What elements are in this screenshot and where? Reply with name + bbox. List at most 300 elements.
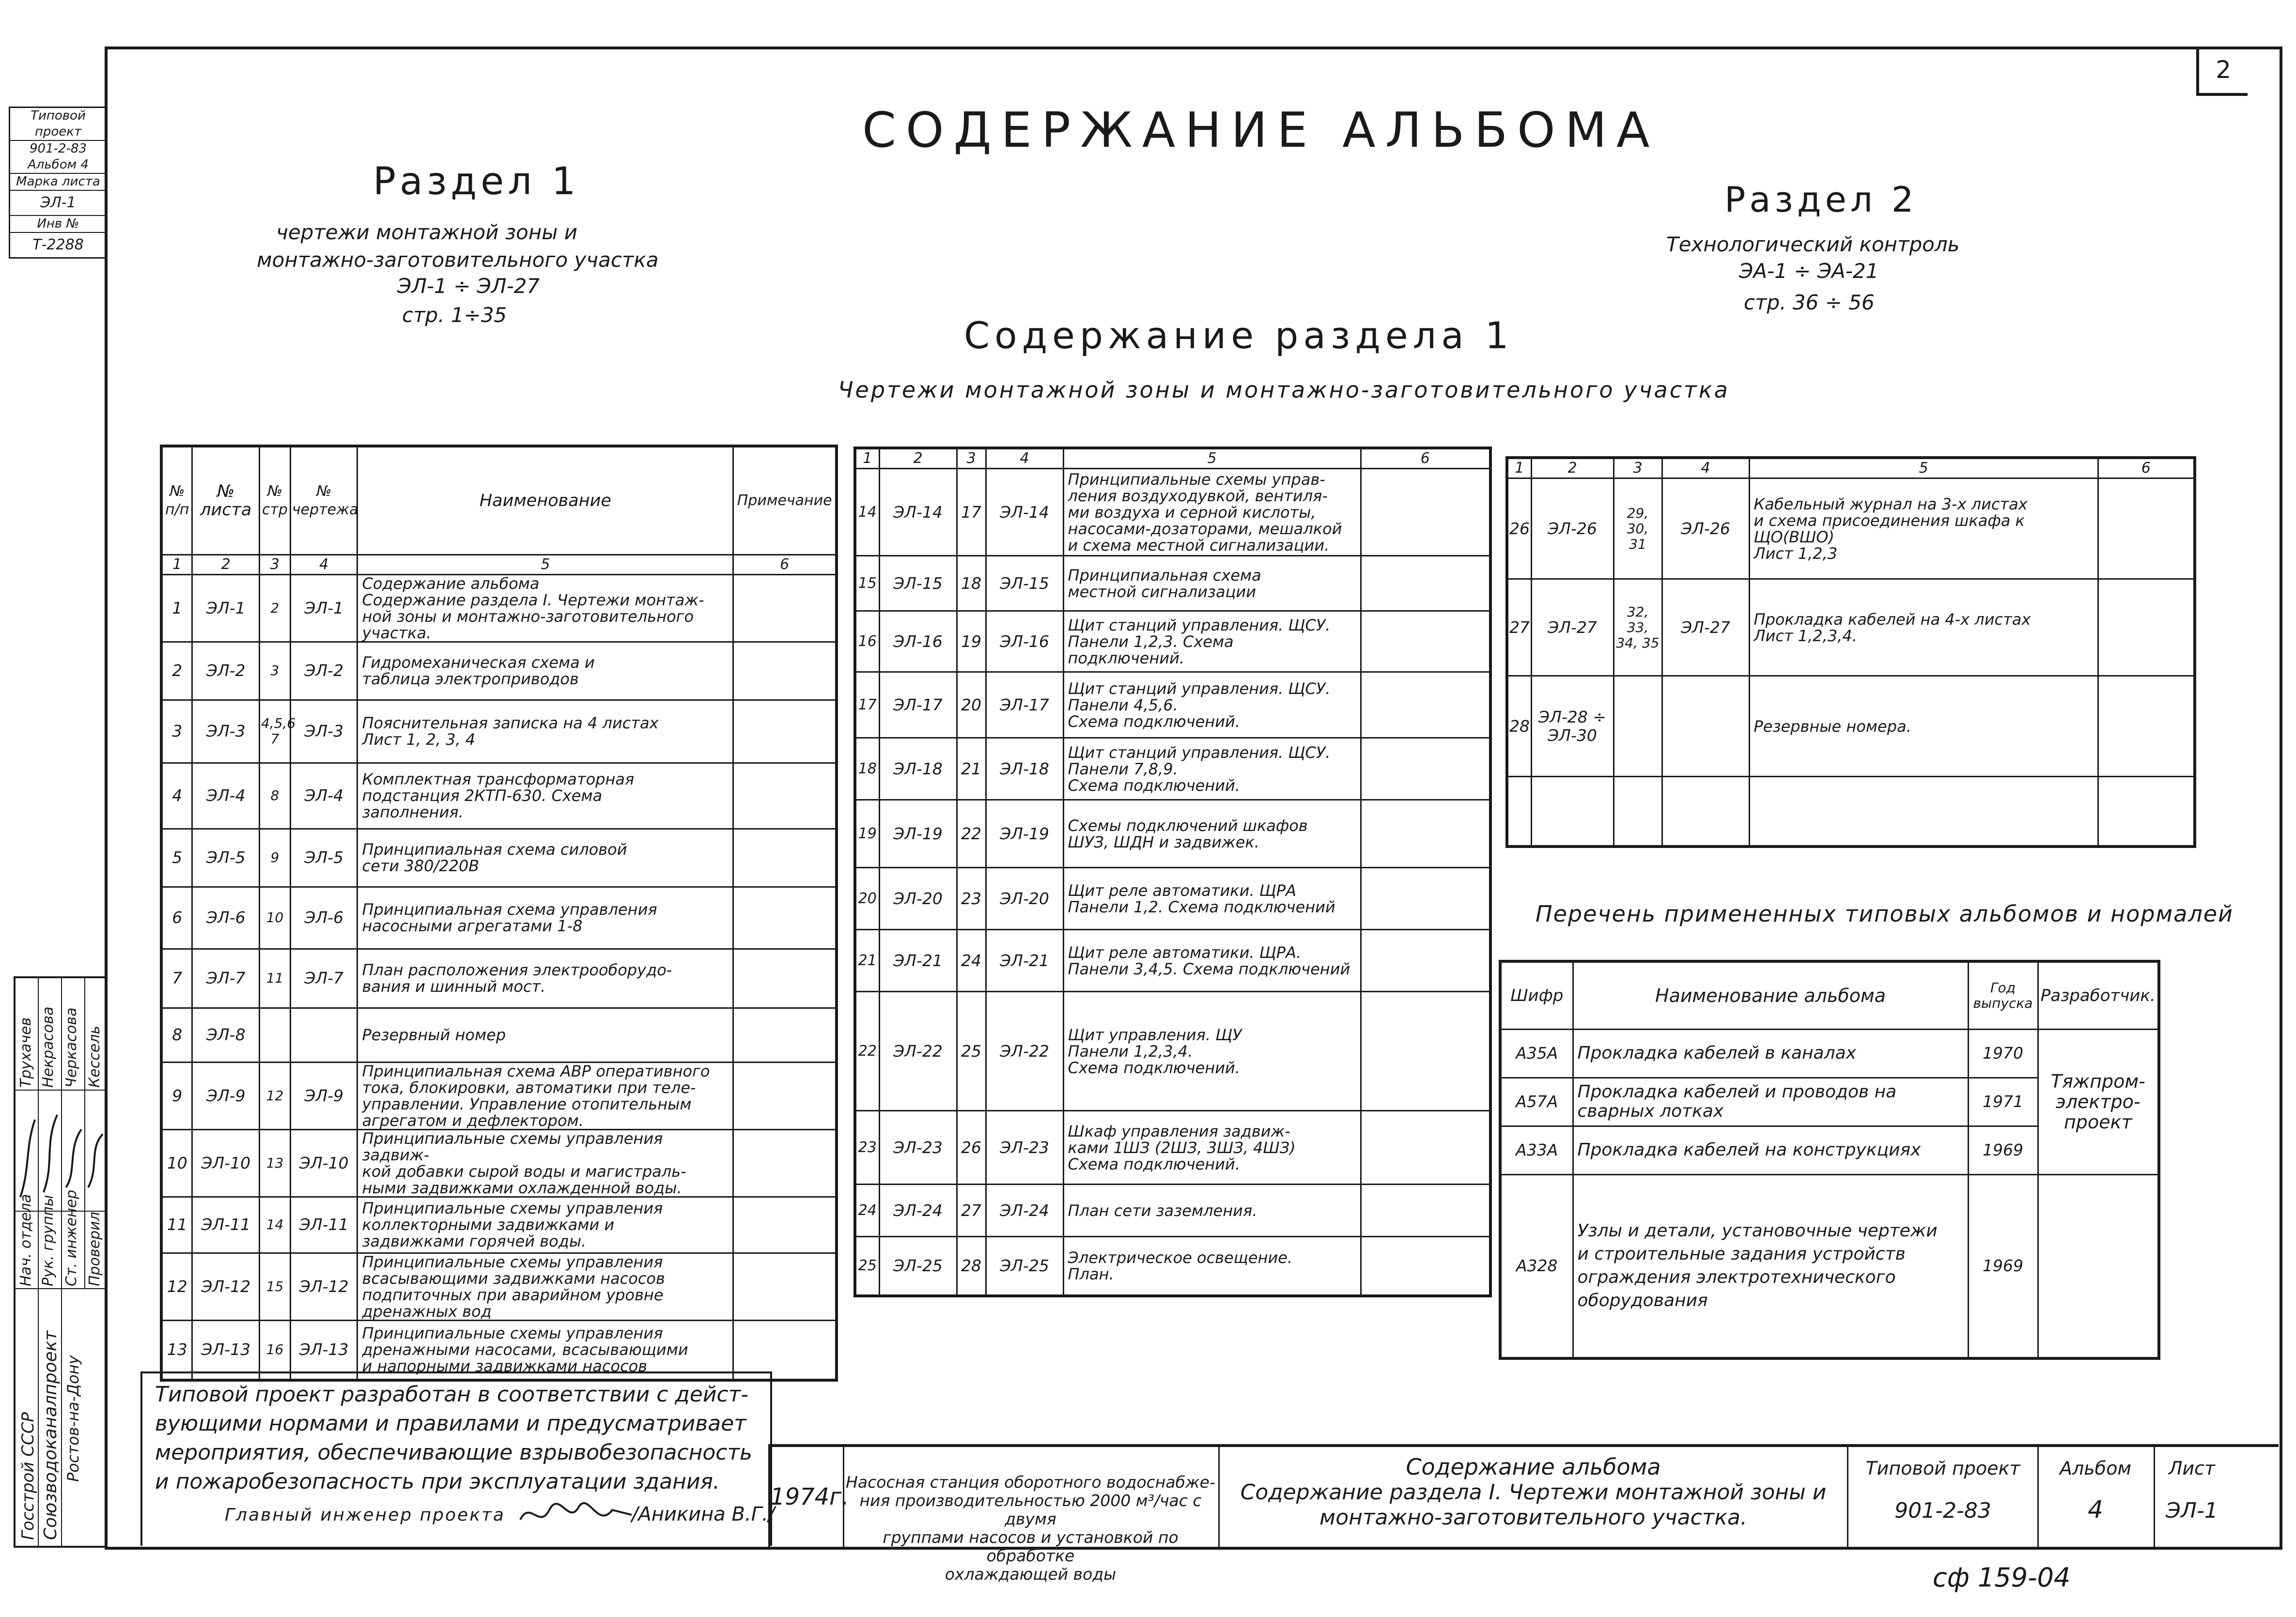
- album-title: СОДЕРЖАНИЕ АЛЬБОМА: [862, 102, 1660, 158]
- page-number-cell: 29, 30, 31: [1613, 478, 1662, 579]
- stamp-line: 901-2-83: [29, 141, 87, 156]
- drawing-number: ЭЛ-27: [1662, 579, 1749, 676]
- note-cell: [733, 1197, 837, 1253]
- sheet-number: ЭЛ-13: [192, 1320, 260, 1380]
- drawing-number: ЭЛ-1: [290, 574, 357, 642]
- drawing-name: Шкаф управления задвиж- ками 1ШЗ (2ШЗ, 3ШЗ, 4ШЗ) Схема подключений.: [1063, 1111, 1361, 1185]
- page-number-cell: 22: [957, 800, 986, 868]
- drawing-number: ЭЛ-10: [290, 1129, 357, 1197]
- note-cell: [733, 1062, 837, 1129]
- staff-signatures: [16, 1091, 107, 1210]
- page-number: 2: [2216, 56, 2231, 84]
- note-cell: [733, 574, 837, 642]
- project-cell: [1848, 1447, 2039, 1547]
- section2-title: Раздел 2: [1724, 179, 1918, 220]
- drawing-name: Принципиальные схемы управления коллекторными задвижками и задвижками горячей воды.: [357, 1197, 733, 1253]
- table-row: [855, 469, 1490, 556]
- page-number-cell: 19: [957, 611, 986, 672]
- note-cell: [1361, 1111, 1490, 1185]
- role-label: Ст. инженер: [63, 1189, 80, 1286]
- drawing-number: ЭЛ-23: [986, 1111, 1063, 1185]
- note-cell: [733, 829, 837, 887]
- page-number-cell: 28: [957, 1237, 986, 1296]
- drawing-number: ЭЛ-22: [986, 992, 1063, 1111]
- row-index: 1: [161, 574, 192, 642]
- contents-title: Содержание раздела 1: [964, 314, 1514, 357]
- sheet-number: ЭЛ-9: [192, 1062, 260, 1129]
- contents-table-2: [853, 447, 1492, 1297]
- table-row: [161, 829, 837, 887]
- sheet-number: ЭЛ-2: [192, 642, 260, 700]
- sheet-number: ЭЛ-20: [879, 868, 957, 930]
- page-number-cell: 25: [957, 992, 986, 1111]
- drawing-number: ЭЛ-26: [1662, 478, 1749, 579]
- note-cell: [1361, 611, 1490, 672]
- album-code: А57А: [1500, 1078, 1573, 1126]
- column-number-row: [161, 554, 837, 574]
- drawing-name: Щит станций управления. ЩСУ. Панели 1,2,3. Схема подключений.: [1063, 611, 1361, 672]
- archive-code: сф 159-04: [1933, 1562, 2071, 1593]
- note-cell: [1361, 1237, 1490, 1296]
- row-index: 21: [855, 930, 879, 992]
- drawing-name: Пояснительная записка на 4 листах Лист 1, 2, 3, 4: [357, 700, 733, 763]
- row-index: 27: [1507, 579, 1531, 676]
- section1-line: стр. 1÷35: [402, 303, 507, 327]
- sheet-label: Лист: [2168, 1458, 2216, 1479]
- drawing-number: ЭЛ-19: [986, 800, 1063, 868]
- sheet-number: ЭЛ-23: [879, 1111, 957, 1185]
- table-row: [855, 611, 1490, 672]
- drawing-number: [290, 1008, 357, 1062]
- top-left-stamp: [9, 107, 108, 259]
- page-number-cell: 32, 33, 34, 35: [1613, 579, 1662, 676]
- row-index: 16: [855, 611, 879, 672]
- col-number: 5: [357, 554, 733, 574]
- drawing-number: ЭЛ-9: [290, 1062, 357, 1129]
- drawing-name: Резервный номер: [357, 1008, 733, 1062]
- stamp-line: Альбом 4: [10, 157, 106, 174]
- table-3-body: [1507, 478, 2195, 847]
- row-index: 5: [161, 829, 192, 887]
- page-number-cell: 8: [259, 763, 290, 829]
- table-row: [161, 642, 837, 700]
- album-year: 1970: [1968, 1029, 2038, 1078]
- note-cell: [1361, 800, 1490, 868]
- col-number: 2: [192, 554, 260, 574]
- section1-line: монтажно-заготовительного участка: [257, 248, 659, 272]
- note-cell: [2098, 579, 2195, 676]
- col-number: 4: [290, 554, 357, 574]
- album-year: 1971: [1968, 1078, 2038, 1126]
- table-row: [161, 1253, 837, 1320]
- note-cell: [733, 763, 837, 829]
- album-developer-empty: [2038, 1174, 2159, 1358]
- sheet-number: ЭЛ-1: [192, 574, 260, 642]
- section1-line: чертежи монтажной зоны и: [276, 220, 578, 244]
- drawing-name: Принципиальные схемы управления дренажными насосами, всасывающими и напорными задвижками насосов: [357, 1320, 733, 1380]
- row-index: 26: [1507, 478, 1531, 579]
- col-header-note: Примечание: [733, 446, 837, 554]
- drawing-name: Щит управления. ЩУ Панели 1,2,3,4. Схема подключений.: [1063, 992, 1361, 1111]
- albums-table: [1499, 960, 2160, 1360]
- page-number-cell: 26: [957, 1111, 986, 1185]
- table-row: [855, 738, 1490, 800]
- sheet-number: ЭЛ-28 ÷ ЭЛ-30: [1531, 676, 1613, 777]
- drawing-name: Принципиальная схема управления насосными агрегатами 1-8: [357, 887, 733, 949]
- note-cell: [733, 642, 837, 700]
- note-cell: [2098, 478, 2195, 579]
- col-number: 5: [1749, 458, 2098, 478]
- stamp-row-divider: [16, 1288, 107, 1289]
- drawing-number: [1662, 777, 1749, 847]
- row-index: 25: [855, 1237, 879, 1296]
- note-cell: [733, 1253, 837, 1320]
- sheet-number: ЭЛ-4: [192, 763, 260, 829]
- sheet-number: ЭЛ-21: [879, 930, 957, 992]
- page-number-box: [2196, 46, 2248, 96]
- page-number-cell: 24: [957, 930, 986, 992]
- sheet-number: ЭЛ-26: [1531, 478, 1613, 579]
- table-row: [855, 930, 1490, 992]
- org-line: Союзводоканалпроект: [41, 1330, 61, 1540]
- page-number-cell: 13: [259, 1129, 290, 1197]
- drawing-name: [1749, 777, 2098, 847]
- col-header-name: Наименование: [357, 446, 733, 554]
- row-index: 7: [161, 949, 192, 1008]
- row-index: 9: [161, 1062, 192, 1129]
- col-number: 3: [1613, 458, 1662, 478]
- page-number-cell: 20: [957, 672, 986, 738]
- albums-header-developer: Разработчик.: [2038, 961, 2159, 1029]
- row-index: 4: [161, 763, 192, 829]
- table-row: [161, 1197, 837, 1253]
- note-cell: [1361, 672, 1490, 738]
- drawing-number: ЭЛ-11: [290, 1197, 357, 1253]
- sheet-number: ЭЛ-19: [879, 800, 957, 868]
- sheet-subtitle: Содержание раздела I. Чертежи монтажной зоны и монтажно-заготовительного участка.: [1240, 1480, 1827, 1530]
- stamp-col-divider: [38, 978, 39, 1546]
- drawing-name: Схемы подключений шкафов ШУЗ, ШДН и задвижек.: [1063, 800, 1361, 868]
- sheet-number: ЭЛ-8: [192, 1008, 260, 1062]
- note-line: и пожаробезопасность при эксплуатации здания.: [155, 1469, 720, 1494]
- table-row: [161, 763, 837, 829]
- drawing-number: ЭЛ-6: [290, 887, 357, 949]
- page-number-cell: 18: [957, 556, 986, 611]
- table-row: [855, 868, 1490, 930]
- row-index: 20: [855, 868, 879, 930]
- note-line: мероприятия, обеспечивающие взрывобезопасность: [155, 1440, 753, 1465]
- drawing-number: ЭЛ-24: [986, 1185, 1063, 1237]
- table-row: [855, 672, 1490, 738]
- row-index: 19: [855, 800, 879, 868]
- col-header-sheet: № листа: [192, 446, 260, 554]
- drawing-number: ЭЛ-3: [290, 700, 357, 763]
- page-number-cell: 12: [259, 1062, 290, 1129]
- note-line: Типовой проект разработан в соответствии с дейст-: [155, 1382, 749, 1407]
- col-number: 3: [259, 554, 290, 574]
- col-number: 1: [161, 554, 192, 574]
- drawing-name: Электрическое освещение. План.: [1063, 1237, 1361, 1296]
- sheet-number: ЭЛ-3: [192, 700, 260, 763]
- page-number-cell: 3: [259, 642, 290, 700]
- section2-line: ЭА-1 ÷ ЭА-21: [1739, 259, 1879, 283]
- note-cell: [1361, 556, 1490, 611]
- sheet-number: ЭЛ-24: [879, 1185, 957, 1237]
- table-row: [161, 1062, 837, 1129]
- row-index: 15: [855, 556, 879, 611]
- drawing-name: Принципиальные схемы управ- ления воздуходувкой, вентиля- ми воздуха и серной кислоты, насосами-дозаторами, мешалкой и схема местной сигнализации.: [1063, 469, 1361, 556]
- note-box: [140, 1371, 775, 1546]
- role-label: Проверил: [86, 1212, 103, 1286]
- albums-title: Перечень примененных типовых альбомов и нормалей: [1536, 901, 2234, 927]
- row-index: 14: [855, 469, 879, 556]
- table-row: [855, 556, 1490, 611]
- section2-line: Технологический контроль: [1666, 232, 1960, 256]
- drawing-number: ЭЛ-25: [986, 1237, 1063, 1296]
- sheet-title-cell: [1220, 1447, 1848, 1547]
- col-number: 2: [879, 448, 957, 469]
- sheet-number: ЭЛ-6: [192, 887, 260, 949]
- drawing-name: Кабельный журнал на 3-х листах и схема присоединения шкафа к ЩО(ВШО) Лист 1,2,3: [1749, 478, 2098, 579]
- section2-line: стр. 36 ÷ 56: [1744, 291, 1875, 314]
- sheet-number: ЭЛ-17: [879, 672, 957, 738]
- staff-name: Трухачев: [17, 1017, 34, 1088]
- album-code: А328: [1500, 1174, 1573, 1358]
- album-year: 1969: [1968, 1174, 2038, 1358]
- row-index: 22: [855, 992, 879, 1111]
- row-index: 12: [161, 1253, 192, 1320]
- drawing-name: Гидромеханическая схема и таблица электроприводов: [357, 642, 733, 700]
- col-number: 6: [1361, 448, 1490, 469]
- note-cell: [733, 1008, 837, 1062]
- contents-subtitle: Чертежи монтажной зоны и монтажно-заготовительного участка: [838, 377, 1730, 403]
- note-cell: [733, 887, 837, 949]
- table-row: [161, 700, 837, 763]
- album-code: А35А: [1500, 1029, 1573, 1078]
- note-cell: [1361, 930, 1490, 992]
- sheet-number: ЭЛ-14: [879, 469, 957, 556]
- sheet-number: ЭЛ-15: [879, 556, 957, 611]
- col-number: 3: [957, 448, 986, 469]
- drawing-name: Щит реле автоматики. ЩРА. Панели 3,4,5. Схема подключений: [1063, 930, 1361, 992]
- page-number-cell: 14: [259, 1197, 290, 1253]
- sheet-number: ЭЛ-16: [879, 611, 957, 672]
- drawing-name: Принципиальная схема АВР оперативного тока, блокировки, автоматики при теле- управлении. Управление отопительным агрегатом и дефлектором.: [357, 1062, 733, 1129]
- page-number-cell: [1613, 676, 1662, 777]
- drawing-number: ЭЛ-4: [290, 763, 357, 829]
- album-code: А33А: [1500, 1126, 1573, 1174]
- album-cell: [2037, 1447, 2155, 1547]
- engineer-name: /Аникина В.Г./: [632, 1503, 775, 1525]
- sheet-value: ЭЛ-1: [2166, 1498, 2218, 1523]
- note-cell: [733, 700, 837, 763]
- stamp-line: Марка листа: [10, 174, 106, 191]
- contents-table-3: [1505, 456, 2196, 848]
- page-number-cell: 2: [259, 574, 290, 642]
- sheet-number: ЭЛ-11: [192, 1197, 260, 1253]
- section1-line: ЭЛ-1 ÷ ЭЛ-27: [397, 274, 540, 298]
- drawing-number: [1662, 676, 1749, 777]
- row-index: 24: [855, 1185, 879, 1237]
- stamp-line: ЭЛ-1: [10, 191, 106, 216]
- drawing-number: ЭЛ-17: [986, 672, 1063, 738]
- drawing-number: ЭЛ-14: [986, 469, 1063, 556]
- row-index: 8: [161, 1008, 192, 1062]
- album-year: 1969: [1968, 1126, 2038, 1174]
- table-row: [161, 1008, 837, 1062]
- drawing-name: Щит станций управления. ЩСУ. Панели 4,5,6. Схема подключений.: [1063, 672, 1361, 738]
- sheet-number: [1531, 777, 1613, 847]
- page-number-cell: 9: [259, 829, 290, 887]
- row-index: 2: [161, 642, 192, 700]
- page-number-cell: 23: [957, 868, 986, 930]
- table-1-body: [161, 574, 837, 1380]
- note-cell: [2098, 777, 2195, 847]
- table-row: [1507, 478, 2195, 579]
- note-cell: [1361, 738, 1490, 800]
- table-row: [855, 992, 1490, 1111]
- table-row: [1507, 777, 2195, 847]
- project-value: 901-2-83: [1894, 1498, 1991, 1523]
- album-name: Прокладка кабелей в каналах: [1573, 1029, 1968, 1078]
- album-value: 4: [2088, 1495, 2103, 1524]
- note-cell: [1361, 469, 1490, 556]
- drawing-name: Содержание альбома Содержание раздела I. Чертежи монтаж- ной зоны и монтажно-заготовительного участка.: [357, 574, 733, 642]
- table-2-body: [855, 469, 1490, 1296]
- page-number-cell: [1613, 777, 1662, 847]
- drawing-name: Принципиальные схемы управления задвиж- кой добавки сырой воды и магистраль- ными задвижками охлажденной воды.: [357, 1129, 733, 1197]
- note-cell: [1361, 1185, 1490, 1237]
- drawing-number: ЭЛ-5: [290, 829, 357, 887]
- column-number-row: [855, 448, 1490, 469]
- object-cell: [843, 1447, 1220, 1584]
- role-label: Рук. группы: [40, 1195, 57, 1286]
- column-number-row: [1507, 458, 2195, 478]
- drawing-name: Комплектная трансформаторная подстанция 2КТП-630. Схема заполнения.: [357, 763, 733, 829]
- stamp-line: Инв №: [10, 216, 106, 233]
- albums-header-name: Наименование альбома: [1573, 961, 1968, 1029]
- drawing-name: Принципиальная схема местной сигнализации: [1063, 556, 1361, 611]
- sheet-number: ЭЛ-7: [192, 949, 260, 1008]
- albums-header-year: Год выпуска: [1968, 961, 2038, 1029]
- table-row: [855, 800, 1490, 868]
- stamp-col-divider: [61, 978, 62, 1546]
- drawing-number: ЭЛ-21: [986, 930, 1063, 992]
- object-description: Насосная станция оборотного водоснабже- ния производительностью 2000 м³/час с двумя группами насосов и установкой по обработке охлаждающей воды: [846, 1473, 1215, 1584]
- drawing-number: ЭЛ-13: [290, 1320, 357, 1380]
- drawing-number: ЭЛ-2: [290, 642, 357, 700]
- col-number: 6: [2098, 458, 2195, 478]
- drawing-number: ЭЛ-20: [986, 868, 1063, 930]
- page-number-cell: 16: [259, 1320, 290, 1380]
- note-cell: [1361, 868, 1490, 930]
- page-number-cell: [259, 1008, 290, 1062]
- table-row: [1507, 676, 2195, 777]
- sheet-number: ЭЛ-10: [192, 1129, 260, 1197]
- col-number: 1: [855, 448, 879, 469]
- drawing-name: План расположения электрооборудо- вания и шинный мост.: [357, 949, 733, 1008]
- table-row: [161, 887, 837, 949]
- albums-header-code: Шифр: [1500, 961, 1573, 1029]
- sheet-title: Содержание альбома: [1406, 1454, 1661, 1480]
- sheet-number: ЭЛ-25: [879, 1237, 957, 1296]
- section1-title: Раздел 1: [373, 160, 580, 203]
- sheet-number: ЭЛ-5: [192, 829, 260, 887]
- page-number-cell: 4,5,6 7: [259, 700, 290, 763]
- row-index: 17: [855, 672, 879, 738]
- drawing-name: Щит станций управления. ЩСУ. Панели 7,8,9. Схема подключений.: [1063, 738, 1361, 800]
- sheet-number: ЭЛ-22: [879, 992, 957, 1111]
- page-number-cell: 15: [259, 1253, 290, 1320]
- col-number: 4: [1662, 458, 1749, 478]
- row-index: 18: [855, 738, 879, 800]
- note-cell: [733, 1129, 837, 1197]
- table-row: [161, 574, 837, 642]
- row-index: 13: [161, 1320, 192, 1380]
- drawing-number: ЭЛ-7: [290, 949, 357, 1008]
- drawing-number: ЭЛ-12: [290, 1253, 357, 1320]
- row-index: 6: [161, 887, 192, 949]
- table-row: [855, 1185, 1490, 1237]
- note-cell: [1361, 992, 1490, 1111]
- album-developer: Тяжпром- электро- проект: [2038, 1029, 2159, 1174]
- org-line: Ростов-на-Дону: [64, 1355, 82, 1482]
- page-number-cell: 10: [259, 887, 290, 949]
- sheet-number: ЭЛ-12: [192, 1253, 260, 1320]
- col-header-index: № п/п: [161, 446, 192, 554]
- row-index: 28: [1507, 676, 1531, 777]
- album-name: Прокладка кабелей на конструкциях: [1573, 1126, 1968, 1174]
- staff-name: Черкасова: [63, 1007, 80, 1088]
- year-value: 1974г.: [770, 1483, 849, 1510]
- stamp-line: Типовой проект: [10, 108, 106, 141]
- drawing-number: ЭЛ-16: [986, 611, 1063, 672]
- sheet-number: ЭЛ-27: [1531, 579, 1613, 676]
- page-number-cell: 11: [259, 949, 290, 1008]
- drawing-name: Прокладка кабелей на 4-х листах Лист 1,2,3,4.: [1749, 579, 2098, 676]
- drawing-name: План сети заземления.: [1063, 1185, 1361, 1237]
- page-number-cell: 21: [957, 738, 986, 800]
- staff-name: Некрасова: [40, 1006, 57, 1088]
- stamp-line: Т-2288: [32, 236, 84, 253]
- engineer-signature: [515, 1495, 641, 1534]
- page-number-cell: 27: [957, 1185, 986, 1237]
- year-cell: [770, 1447, 849, 1547]
- table-row: [161, 949, 837, 1008]
- col-number: 2: [1531, 458, 1613, 478]
- drawing-number: ЭЛ-15: [986, 556, 1063, 611]
- note-cell: [2098, 676, 2195, 777]
- col-number: 4: [986, 448, 1063, 469]
- engineer-label: Главный инженер проекта: [225, 1505, 505, 1525]
- project-label: Типовой проект: [1865, 1458, 2020, 1479]
- drawing-name: Щит реле автоматики. ЩРА Панели 1,2. Схема подключений: [1063, 868, 1361, 930]
- row-index: 11: [161, 1197, 192, 1253]
- row-index: [1507, 777, 1531, 847]
- drawing-name: Резервные номера.: [1749, 676, 2098, 777]
- staff-name: Кессель: [86, 1025, 103, 1088]
- role-label: Нач. отдела: [17, 1194, 34, 1286]
- row-index: 3: [161, 700, 192, 763]
- row-index: 10: [161, 1129, 192, 1197]
- page-number-cell: 17: [957, 469, 986, 556]
- album-label: Альбом: [2059, 1458, 2132, 1479]
- table-row: [855, 1111, 1490, 1185]
- drawing-number: ЭЛ-18: [986, 738, 1063, 800]
- col-number: 1: [1507, 458, 1531, 478]
- col-header-drawing: № чертежа: [290, 446, 357, 554]
- left-vertical-stamp: [14, 976, 107, 1548]
